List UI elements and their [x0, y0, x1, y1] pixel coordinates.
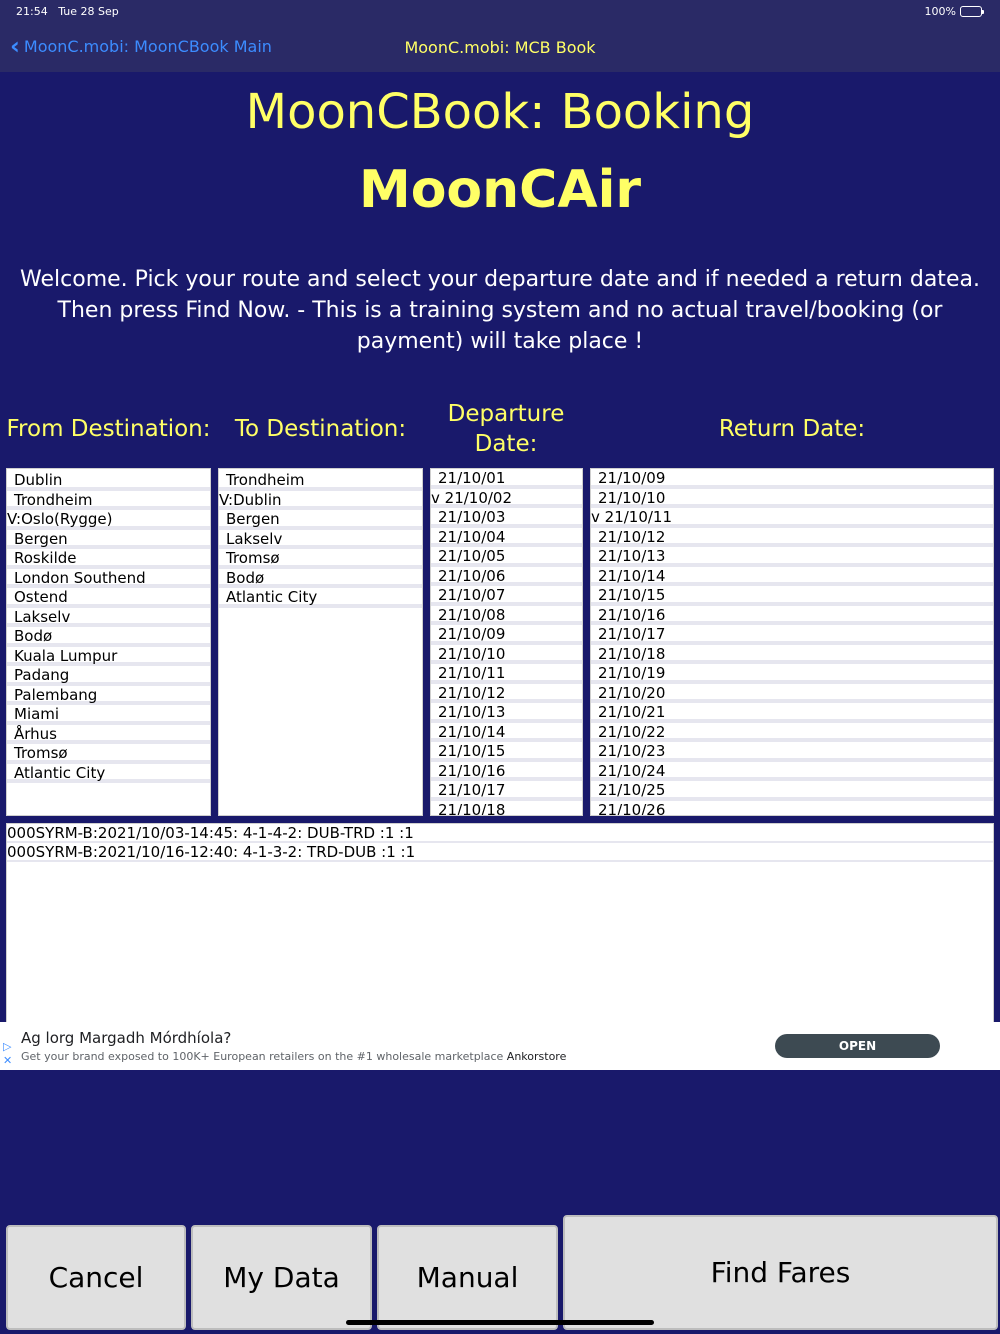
list-item[interactable]: 21/10/06: [431, 567, 582, 587]
ad-choices-icon[interactable]: ▷: [3, 1040, 12, 1053]
departure-date-list[interactable]: [430, 468, 583, 816]
battery-percent: 100%: [924, 5, 956, 18]
list-item[interactable]: 21/10/15: [431, 742, 582, 762]
booking-row[interactable]: 000SYRM-B:2021/10/16-12:40: 4-1-3-2: TRD-DUB :1 :1: [7, 843, 993, 862]
list-item[interactable]: 21/10/05: [431, 547, 582, 567]
list-item[interactable]: 21/10/15: [591, 586, 993, 606]
list-item[interactable]: 21/10/17: [431, 781, 582, 801]
list-item[interactable]: Bodø: [219, 569, 422, 589]
list-item[interactable]: 21/10/13: [591, 547, 993, 567]
from-label: From Destination:: [6, 416, 211, 442]
list-item[interactable]: Palembang: [7, 686, 210, 706]
list-item[interactable]: 21/10/08: [431, 606, 582, 626]
list-item[interactable]: Kuala Lumpur: [7, 647, 210, 667]
page-title: MoonCBook: Booking: [245, 84, 755, 140]
list-item[interactable]: 21/10/26: [591, 801, 993, 817]
list-item[interactable]: Roskilde: [7, 549, 210, 569]
list-item[interactable]: 21/10/22: [591, 723, 993, 743]
airline-title: MoonCAir: [358, 160, 642, 220]
list-item[interactable]: 21/10/21: [591, 703, 993, 723]
list-item[interactable]: 21/10/18: [591, 645, 993, 665]
list-item[interactable]: 21/10/12: [591, 528, 993, 548]
ad-brand: Ankorstore: [506, 1050, 567, 1063]
list-item[interactable]: V:Dublin: [219, 491, 422, 511]
to-destination-list[interactable]: [218, 468, 423, 816]
status-bar: [0, 0, 1000, 24]
ad-choices[interactable]: [3, 1040, 12, 1068]
list-item[interactable]: 21/10/14: [431, 723, 582, 743]
battery-indicator: [925, 5, 982, 18]
cancel-button[interactable]: Cancel: [6, 1225, 186, 1330]
status-time: 21:54 Tue 28 Sep: [16, 5, 119, 18]
list-item[interactable]: Dublin: [7, 471, 210, 491]
list-item[interactable]: 21/10/23: [591, 742, 993, 762]
ad-banner[interactable]: [0, 1022, 1000, 1070]
list-item[interactable]: 21/10/09: [591, 469, 993, 489]
list-item[interactable]: 21/10/07: [431, 586, 582, 606]
manual-button[interactable]: Manual: [377, 1225, 558, 1330]
back-label: MoonC.mobi: MoonCBook Main: [23, 36, 272, 56]
my-data-button[interactable]: My Data: [191, 1225, 372, 1330]
list-item[interactable]: Miami: [7, 705, 210, 725]
list-item[interactable]: Trondheim: [7, 491, 210, 511]
chevron-left-icon: ‹: [10, 32, 20, 60]
ad-open-button[interactable]: OPEN: [775, 1034, 940, 1058]
list-item[interactable]: Atlantic City: [219, 588, 422, 608]
list-item[interactable]: 21/10/10: [591, 489, 993, 509]
booking-row[interactable]: 000SYRM-B:2021/10/03-14:45: 4-1-4-2: DUB-TRD :1 :1: [7, 824, 993, 843]
battery-icon: [960, 6, 982, 17]
list-item[interactable]: Trondheim: [219, 471, 422, 491]
ad-description: Get your brand exposed to 100K+ European retailers on the #1 wholesale marketplace Ankorstore: [21, 1050, 567, 1063]
list-item[interactable]: 21/10/12: [431, 684, 582, 704]
find-fares-button[interactable]: Find Fares: [563, 1215, 998, 1330]
list-item[interactable]: 21/10/17: [591, 625, 993, 645]
list-item[interactable]: Bodø: [7, 627, 210, 647]
list-item[interactable]: 21/10/13: [431, 703, 582, 723]
return-date-list[interactable]: [590, 468, 994, 816]
list-item[interactable]: Tromsø: [7, 744, 210, 764]
list-item[interactable]: 21/10/03: [431, 508, 582, 528]
list-item[interactable]: 21/10/25: [591, 781, 993, 801]
list-item[interactable]: 21/10/09: [431, 625, 582, 645]
list-item[interactable]: 21/10/16: [431, 762, 582, 782]
list-item[interactable]: Padang: [7, 666, 210, 686]
list-item[interactable]: 21/10/14: [591, 567, 993, 587]
list-item[interactable]: 21/10/20: [591, 684, 993, 704]
to-label: To Destination:: [234, 416, 407, 442]
close-icon[interactable]: ✕: [3, 1054, 13, 1067]
list-item[interactable]: 21/10/24: [591, 762, 993, 782]
list-item[interactable]: 21/10/04: [431, 528, 582, 548]
from-destination-list[interactable]: [6, 468, 211, 816]
list-item[interactable]: Lakselv: [219, 530, 422, 550]
ad-title: Ag lorg Margadh Mórdhíola?: [21, 1029, 232, 1047]
list-item[interactable]: Ostend: [7, 588, 210, 608]
booking-list[interactable]: [6, 823, 994, 1023]
list-item[interactable]: Bergen: [7, 530, 210, 550]
list-item[interactable]: Bergen: [219, 510, 422, 530]
nav-title: MoonC.mobi: MCB Book: [404, 38, 596, 57]
list-item[interactable]: Atlantic City: [7, 764, 210, 784]
list-item[interactable]: Tromsø: [219, 549, 422, 569]
list-item[interactable]: V:Oslo(Rygge): [7, 510, 210, 530]
list-item[interactable]: London Southend: [7, 569, 210, 589]
list-item[interactable]: 21/10/18: [431, 801, 582, 817]
return-label: Return Date:: [718, 416, 866, 442]
list-item[interactable]: 21/10/11: [431, 664, 582, 684]
list-item[interactable]: 21/10/19: [591, 664, 993, 684]
list-item[interactable]: Århus: [7, 725, 210, 745]
home-indicator: [346, 1320, 654, 1325]
list-item[interactable]: v 21/10/11: [591, 508, 993, 528]
list-item[interactable]: 21/10/01: [431, 469, 582, 489]
departure-label: Departure Date:: [447, 401, 565, 457]
nav-bar: [0, 24, 1000, 72]
welcome-text: Welcome. Pick your route and select your departure date and if needed a return datea. Then press Find Now. - This is a training system and no actual travel/booking (or payment) will take place !: [20, 267, 980, 354]
list-item[interactable]: 21/10/10: [431, 645, 582, 665]
list-item[interactable]: 21/10/16: [591, 606, 993, 626]
list-item[interactable]: Lakselv: [7, 608, 210, 628]
list-item[interactable]: v 21/10/02: [431, 489, 582, 509]
